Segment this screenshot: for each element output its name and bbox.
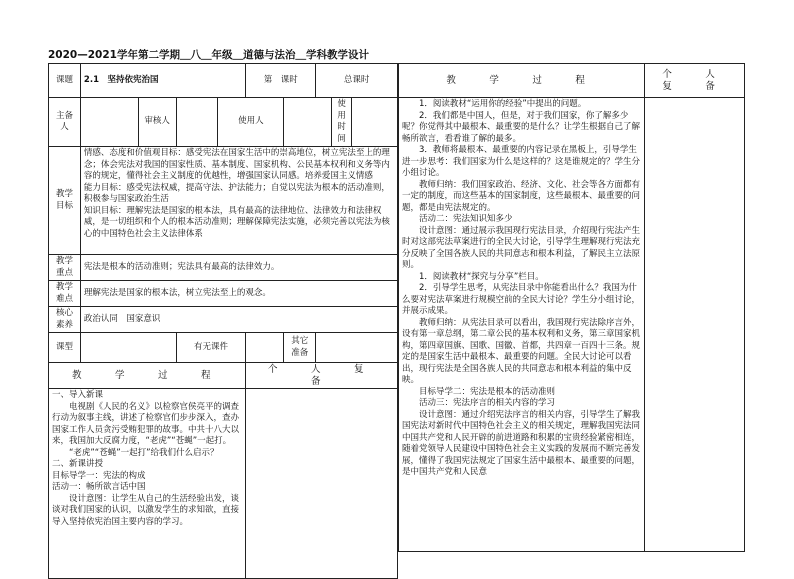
activity-one: 活动一：畅所欲言话中国 bbox=[52, 482, 146, 492]
literacy-label: 核心素养 bbox=[49, 307, 81, 333]
goal-knowledge: 知识目标：理解宪法是国家的根本法，具有最高的法律地位、法律效力和法律权威，是一切组织和个人的根本活动准则；理解保障宪法实施，必须完善以宪法为核心的中国特色社会主义法律体系 bbox=[83, 205, 390, 239]
total-lessons-label: 总课时 bbox=[316, 64, 398, 98]
key-point-label: 教学重点 bbox=[49, 255, 81, 281]
activity-two: 活动二：宪法知识知多少 bbox=[419, 214, 513, 224]
left-process-content bbox=[49, 389, 246, 579]
use-time-label: 使用时间 bbox=[332, 98, 352, 147]
intro-story: 电视剧《人民的名义》以检察官侯亮平的调查行动为叙事主线，讲述了检察官们步步深入，查办国家工作人员贪污受贿犯罪的故事。中共十八大以来，我国加大反腐力度，“老虎”“苍蝇”一起打。 bbox=[52, 401, 240, 446]
right-process-content bbox=[399, 98, 645, 552]
difficulty-label: 教学难点 bbox=[49, 281, 81, 307]
difficulty-value: 理解宪法是国家的根本法，树立宪法至上的观念。 bbox=[80, 281, 397, 307]
right-process-header: 教 学 过 程 bbox=[399, 64, 645, 98]
step-think-contents: 2．引导学生思考，从宪法目录中你能看出什么？我国为什么要对宪法草案进行规模空前的全民大讨论？学生分小组讨论，并展示成果。 bbox=[402, 283, 641, 316]
left-process-header: 教 学 过 程 bbox=[49, 363, 246, 389]
left-review-content bbox=[246, 389, 398, 579]
activity-three: 活动三：宪法序言的相关内容的学习 bbox=[419, 398, 556, 408]
preparer-label: 主备人 bbox=[49, 98, 81, 147]
section-intro: 一、导入新课 bbox=[52, 390, 104, 400]
lesson-type-label: 课型 bbox=[49, 333, 81, 363]
reviewer-label: 审核人 bbox=[138, 98, 176, 147]
page-header: 2020—2021学年第二学期＿八＿年级＿道德与法治＿学科教学设计 bbox=[48, 49, 369, 61]
step-3: 3．教师将最根本、最重要的内容记录在黑板上，引导学生进一步思考：我们国家为什么是这样的？这是谁规定的？学生分小组讨论。 bbox=[402, 145, 641, 178]
right-review-content bbox=[645, 98, 745, 552]
step-read-explore: 1．阅读教材“探究与分享”栏目。 bbox=[419, 271, 544, 282]
left-review-header: 个 人 复 备 bbox=[246, 363, 398, 389]
intro-question: “老虎”“苍蝇”一起打”给我们什么启示？ bbox=[69, 447, 219, 458]
lesson-info-table bbox=[48, 63, 398, 579]
other-prep-label: 其它准备 bbox=[284, 333, 316, 363]
goals-label: 教学目标 bbox=[49, 147, 81, 255]
teacher-summary-1: 教师归纳：我们国家政治、经济、文化、社会等各方面都有一定的制度，而这些基本的国家制度，这些最根本、最重要的问题，都是由宪法规定的。 bbox=[402, 179, 641, 213]
goal-ability: 能力目标：感受宪法权威，提高守法、护法能力；自觉以宪法为根本的活动准则，积极参与国家政治生活 bbox=[83, 182, 390, 204]
goal-one: 目标导学一：宪法的构成 bbox=[52, 470, 146, 481]
topic-value: 2.1 坚持依宪治国 bbox=[80, 64, 245, 98]
courseware-label: 有无课件 bbox=[176, 333, 246, 363]
design-intent-two: 设计意图：通过展示我国现行宪法目录，介绍现行宪法产生时对这部宪法草案进行的全民大讨论，引导学生理解现行宪法充分反映了全国各族人民的共同意志和根本利益，了解民主立法原则。 bbox=[402, 225, 641, 270]
key-point-value: 宪法是根本的活动准则；宪法具有最高的法律效力。 bbox=[80, 255, 397, 281]
topic-label: 课题 bbox=[49, 64, 81, 98]
lesson-count-label: 第 课时 bbox=[246, 64, 316, 98]
goals-content bbox=[80, 147, 397, 255]
goal-emotion: 情感、态度和价值观目标：感受宪法在国家生活中的崇高地位，树立宪法至上的理念；体会宪法对我国的国家性质、基本制度、国家机构、公民基本权利和义务等内容的规定，懂得社会主义制度的优越性，增强国家认同感。培养爱国主义情感 bbox=[83, 148, 390, 181]
user-label: 使用人 bbox=[218, 98, 284, 147]
section-new-lesson: 二、新课讲授 bbox=[52, 459, 104, 469]
teacher-summary-2: 教师归纳：从宪法目录可以看出，我国现行宪法除序言外，设有第一章总纲，第二章公民的基本权利和义务，第三章国家机构，第四章国旗、国歌、国徽、首都，共四章一百四十三条。规定的是国家生活中最根本、最重要的问题。全民大讨论可以看出，现行宪法是全国各族人民的共同意志和根本利益的集中反映。 bbox=[402, 317, 641, 385]
step-1: 1．阅读教材“运用你的经验”中提出的问题。 bbox=[419, 99, 587, 109]
process-table bbox=[398, 63, 749, 552]
step-2: 2．我们都是中国人，但是，对于我们国家，你了解多少呢？你觉得其中最根本、最重要的是什么？让学生根据自己了解畅所欲言，看看谁了解的最多。 bbox=[402, 110, 641, 144]
design-intent-one: 设计意图：让学生从自己的生活经验出发，谈谈对我们国家的认识，以激发学生的求知欲，直接导入坚持依宪治国主要内容的学习。 bbox=[52, 493, 240, 527]
goal-two: 目标导学二：宪法是根本的活动准则 bbox=[419, 386, 556, 397]
design-intent-three: 设计意图：通过介绍宪法序言的相关内容，引导学生了解我国宪法对新时代中国特色社会主义的相关规定，理解我国宪法同中国共产党和人民开辟的前进道路和积累的宝贵经验紧密相连，随着党领导人民建设中国特色社会主义实践的发展而不断完善发展，懂得了我国宪法规定了国家生活中最根本、最重要的问题，是中国共产党和人民意 bbox=[402, 409, 641, 477]
literacy-value: 政治认同 国家意识 bbox=[80, 307, 397, 333]
right-review-header: 个 人 复 备 bbox=[645, 64, 745, 98]
